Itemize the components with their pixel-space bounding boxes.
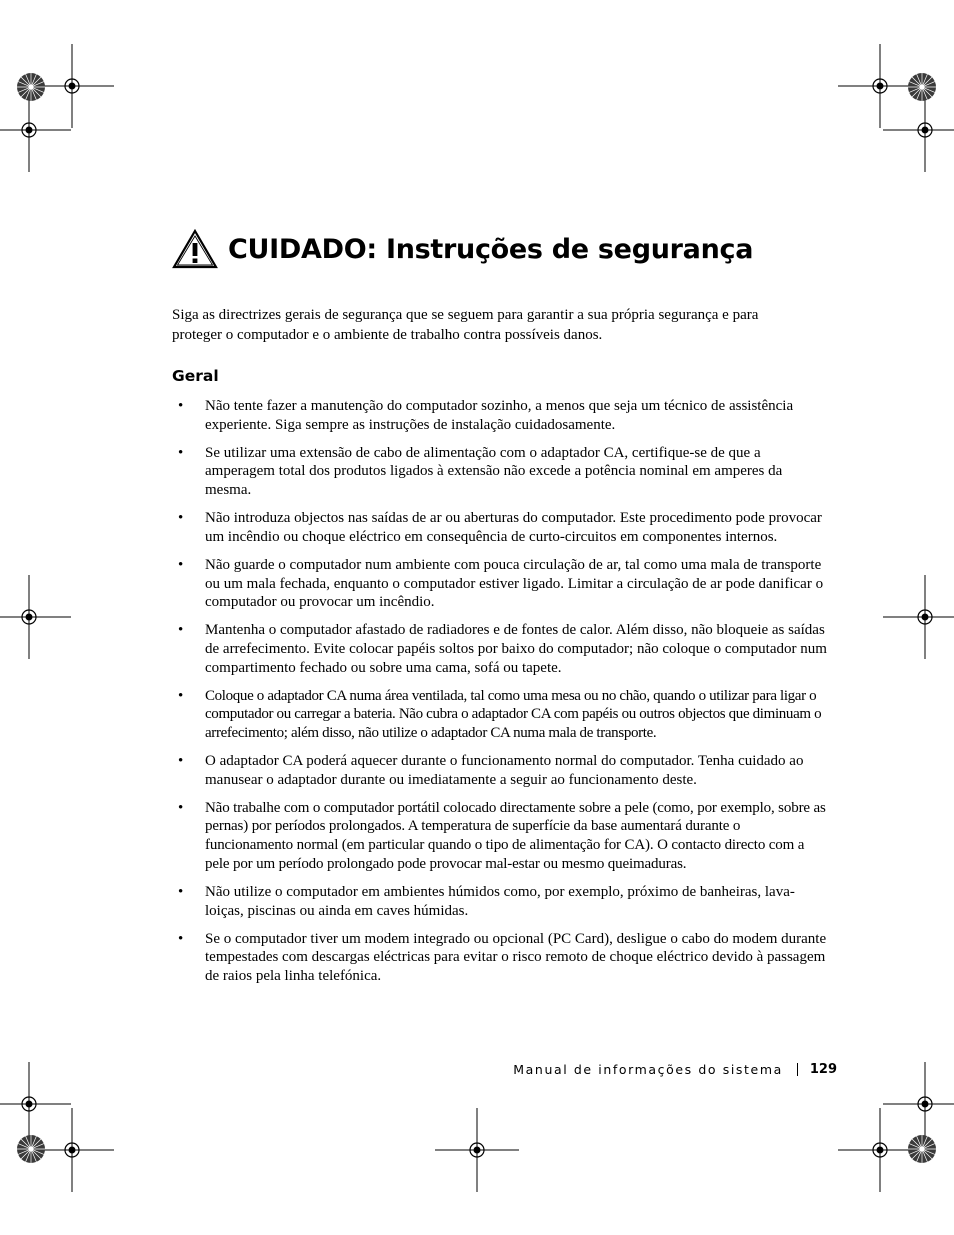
starburst-target-icon: [908, 1135, 936, 1163]
list-item: [172, 930, 827, 986]
crosshair-registration-mark-icon: [883, 88, 954, 172]
crosshair-registration-mark-icon: [883, 1062, 954, 1146]
list-item-text: Não trabalhe com o computador portátil colocado directamente sobre a pele (como, por exemplo, sobre as pernas) por períodos prolongados. A temperatura de superfície da base aumentará durante o funcionamento normal (em particular quando o tipo de alimentação for CA). O contacto directo com a pele por um período prolongado pode provocar mal-estar ou mesmo queimaduras.: [205, 799, 826, 872]
list-item: [172, 397, 827, 434]
bullet-icon: •: [178, 510, 184, 527]
list-item-text: Mantenha o computador afastado de radiadores e de fontes de calor. Além disso, não bloqueie as saídas de arrefecimento. Evite colocar papéis soltos por baixo do computador; não coloque o computador num compartimento fechado ou sobre uma cama, sofá ou tapete.: [205, 622, 827, 676]
list-item: [172, 444, 827, 500]
bullet-icon: •: [178, 687, 183, 704]
starburst-target-icon: [17, 1135, 45, 1163]
list-item: [172, 556, 827, 612]
page-footer: [513, 1062, 837, 1077]
list-item: [172, 752, 827, 789]
list-item: [172, 687, 827, 743]
safety-instruction-list: [172, 397, 827, 995]
bullet-icon: •: [178, 444, 184, 461]
warning-triangle-icon: [172, 229, 218, 269]
crosshair-registration-mark-icon: [0, 575, 71, 659]
list-item: [172, 621, 827, 677]
crosshair-registration-mark-icon: [883, 575, 954, 659]
footer-manual-name: Manual de informações do sistema: [513, 1062, 783, 1077]
bullet-icon: •: [178, 883, 184, 900]
list-item-text: Não guarde o computador num ambiente com pouca circulação de ar, tal como uma mala de transporte ou um mala fechada, enquanto o computador estiver ligado. Limitar a circulação de ar pode danificar o computador ou provocar um incêndio.: [205, 556, 824, 611]
list-item-text: O adaptador CA poderá aquecer durante o funcionamento normal do computador. Tenha cuidado ao manusear o adaptador durante ou imediatamente a seguir ao funcionamento deste.: [205, 753, 804, 788]
bullet-icon: •: [178, 556, 184, 573]
list-item-text: Se utilizar uma extensão de cabo de alimentação com o adaptador CA, certifique-se de que a amperagem total dos produtos ligados à extensão não excede a potência nominal em amperes da mesma.: [205, 444, 783, 499]
list-item-text: Não utilize o computador em ambientes húmidos como, por exemplo, próximo de banheiras, lava-loiças, piscinas ou ainda em caves húmidas.: [205, 883, 795, 919]
list-item-text: Não tente fazer a manutenção do computador sozinho, a menos que seja um técnico de assistência experiente. Siga sempre as instruções de instalação cuidadosamente.: [205, 398, 794, 433]
bullet-icon: •: [178, 622, 184, 639]
list-item: [172, 799, 827, 874]
bullet-icon: •: [178, 799, 184, 816]
page-number: 129: [809, 1062, 837, 1077]
list-item: [172, 883, 827, 920]
page-title: CUIDADO: Instruções de segurança: [228, 233, 754, 265]
starburst-target-icon: [17, 73, 45, 101]
list-item-text: Se o computador tiver um modem integrado ou opcional (PC Card), desligue o cabo do modem durante tempestades com descargas eléctricas para evitar o risco remoto de choque eléctrico devido à passagem de raios pela linha telefónica.: [205, 930, 827, 984]
intro-paragraph: Siga as directrizes gerais de segurança que se seguem para garantir a sua própria segurança e para proteger o computador e o ambiente de trabalho contra possíveis danos.: [172, 307, 759, 343]
bullet-icon: •: [178, 930, 184, 947]
crosshair-registration-mark-icon: [0, 1062, 71, 1146]
bullet-icon: •: [178, 398, 184, 414]
title-block: [172, 228, 753, 270]
crosshair-registration-mark-icon: [435, 1108, 519, 1192]
list-item-text: Não introduza objectos nas saídas de ar ou aberturas do computador. Este procedimento pode provocar um incêndio ou choque eléctrico em consequência de curto-circuitos em componentes internos.: [205, 510, 822, 545]
section-heading: Geral: [172, 367, 219, 385]
list-item: [172, 509, 827, 546]
crosshair-registration-mark-icon: [0, 88, 71, 172]
list-item-text: Coloque o adaptador CA numa área ventilada, tal como uma mesa ou no chão, quando o utilizar para ligar o computador ou carregar a bateria. Não cubra o adaptador CA com papéis ou outros objectos que diminuam o arrefecimento; além disso, não utilize o adaptador CA numa mala de transporte.: [205, 687, 822, 742]
bullet-icon: •: [178, 753, 184, 770]
starburst-target-icon: [908, 73, 936, 101]
footer-divider: [797, 1063, 798, 1076]
